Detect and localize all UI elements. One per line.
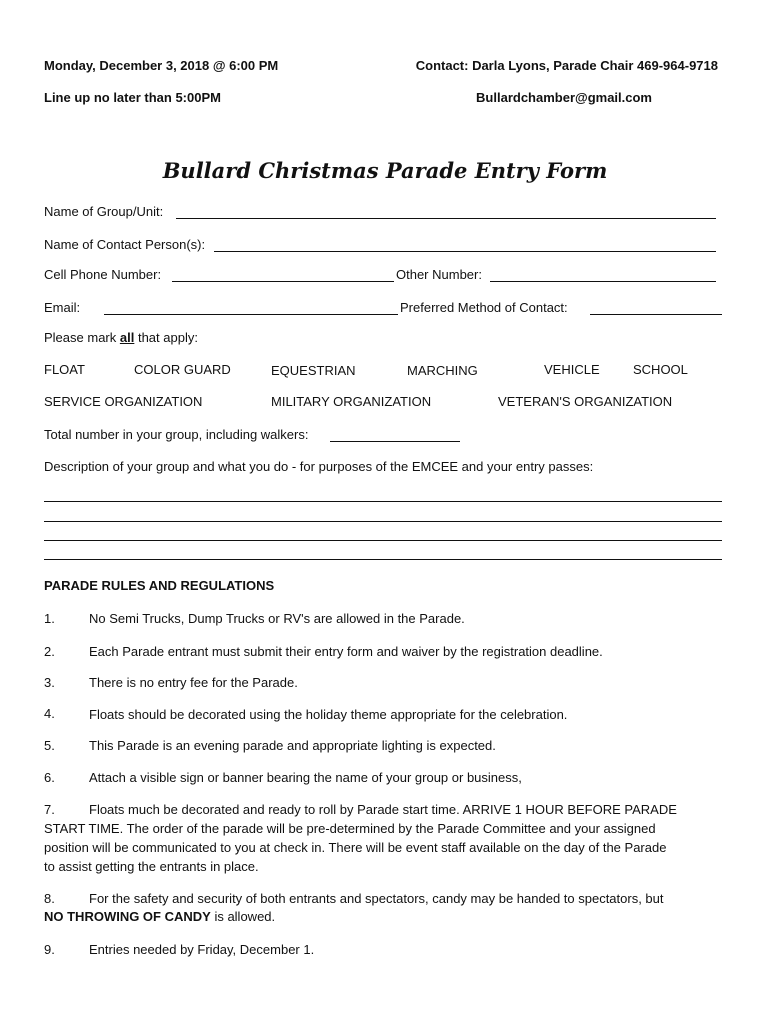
event-date: Monday, December 3, 2018 @ 6:00 PM — [44, 58, 279, 73]
rule-text: There is no entry fee for the Parade. — [89, 675, 298, 690]
rule-text: Entries needed by Friday, December 1. — [89, 942, 315, 957]
rule-number: 6. — [44, 770, 55, 785]
rule-number: 8. — [44, 891, 55, 906]
contact-email: Bullardchamber@gmail.com — [476, 90, 652, 105]
rule-text-line: to assist getting the entrants in place. — [44, 859, 259, 874]
option-military-organization[interactable]: MILITARY ORGANIZATION — [271, 394, 432, 409]
other-number-label: Other Number: — [396, 267, 482, 282]
rule-text-line: START TIME. The order of the parade will be pre-determined by the Parade Committee and your assigned — [44, 821, 656, 836]
total-number-field[interactable] — [330, 441, 460, 442]
rule-text: This Parade is an evening parade and appropriate lighting is expected. — [89, 738, 496, 753]
group-name-field[interactable] — [176, 218, 716, 219]
option-veterans-organization[interactable]: VETERAN'S ORGANIZATION — [498, 394, 673, 409]
option-service-organization[interactable]: SERVICE ORGANIZATION — [44, 394, 203, 409]
description-label: Description of your group and what you do - for purposes of the EMCEE and your entry passes: — [44, 459, 594, 474]
rules-heading: PARADE RULES AND REGULATIONS — [44, 578, 275, 593]
option-school[interactable]: SCHOOL — [633, 362, 688, 377]
cell-phone-field[interactable] — [172, 281, 394, 282]
rule-text-line: Floats much be decorated and ready to roll by Parade start time. ARRIVE 1 HOUR BEFORE PARADE — [89, 802, 677, 817]
option-float[interactable]: FLOAT — [44, 362, 85, 377]
rule-number: 2. — [44, 644, 55, 659]
option-vehicle[interactable]: VEHICLE — [544, 362, 600, 377]
preferred-contact-label: Preferred Method of Contact: — [400, 300, 568, 315]
rule-text: Attach a visible sign or banner bearing the name of your group or business, — [89, 770, 522, 785]
cell-phone-label: Cell Phone Number: — [44, 267, 162, 282]
rule-number: 9. — [44, 942, 55, 957]
rule-number: 5. — [44, 738, 55, 753]
description-line-4[interactable] — [44, 559, 722, 560]
rule-text-line: For the safety and security of both entrants and spectators, candy may be handed to spectators, but — [89, 891, 664, 906]
contact-info: Contact: Darla Lyons, Parade Chair 469-964-9718 — [415, 58, 718, 73]
rule-number: 7. — [44, 802, 55, 817]
contact-person-label: Name of Contact Person(s): — [44, 237, 206, 252]
rule-text-line: NO THROWING OF CANDY is allowed. — [44, 909, 276, 924]
contact-person-field[interactable] — [214, 251, 716, 252]
group-name-label: Name of Group/Unit: — [44, 204, 164, 219]
email-field[interactable] — [104, 314, 398, 315]
lineup-time: Line up no later than 5:00PM — [44, 90, 221, 105]
mark-instruction: Please mark all that apply: — [44, 330, 198, 345]
rule-number: 1. — [44, 611, 55, 626]
description-line-2[interactable] — [44, 521, 722, 522]
mark-all-emphasis: all — [119, 330, 135, 345]
option-color-guard[interactable]: COLOR GUARD — [134, 362, 231, 377]
option-marching[interactable]: MARCHING — [407, 363, 478, 378]
description-line-1[interactable] — [44, 501, 722, 502]
email-label: Email: — [44, 300, 81, 315]
description-line-3[interactable] — [44, 540, 722, 541]
rule-text: No Semi Trucks, Dump Trucks or RV's are allowed in the Parade. — [89, 611, 465, 626]
rule-number: 3. — [44, 675, 55, 690]
rule-text: Each Parade entrant must submit their entry form and waiver by the registration deadline. — [89, 644, 603, 659]
option-equestrian[interactable]: EQUESTRIAN — [271, 363, 356, 378]
no-throwing-candy-emphasis: NO THROWING OF CANDY — [44, 909, 211, 924]
rule-text: Floats should be decorated using the holiday theme appropriate for the celebration. — [89, 707, 568, 722]
rule-text-line: position will be communicated to you at check in. There will be event staff available on the day of the Parade — [44, 840, 667, 855]
total-number-label: Total number in your group, including walkers: — [44, 427, 309, 442]
form-title: Bullard Christmas Parade Entry Form — [162, 158, 608, 183]
rule-number: 4. — [44, 706, 55, 721]
other-number-field[interactable] — [490, 281, 716, 282]
preferred-contact-field[interactable] — [590, 314, 722, 315]
